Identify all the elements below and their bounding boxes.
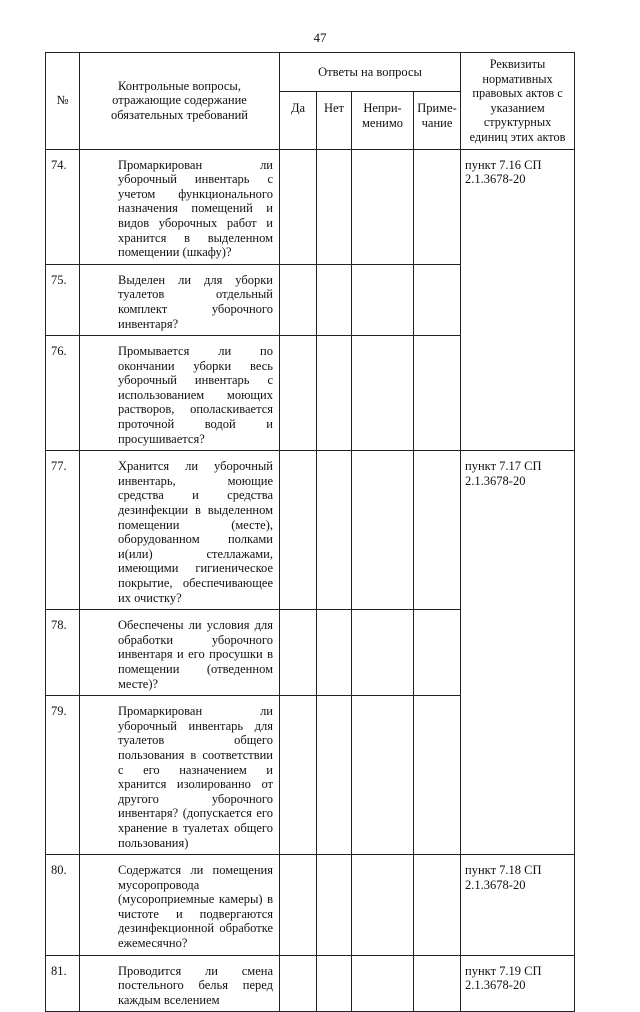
table-row: [46, 955, 575, 1012]
answer-na-cell[interactable]: [352, 264, 414, 335]
answer-yes-cell[interactable]: [280, 264, 317, 335]
row-number: 76.: [46, 336, 80, 451]
row-number: 79.: [46, 696, 80, 855]
answer-no-cell[interactable]: [317, 696, 352, 855]
row-question: Промаркирован ли уборочный инвентарь для туалетов общего пользования в соответствии с его назначением и хранится изолированно от другого уборочного инвентаря? (допускается его хранение в туалетах общего пользования): [80, 696, 280, 855]
answer-yes-cell[interactable]: [280, 451, 317, 610]
answer-note-cell[interactable]: [414, 696, 461, 855]
header-note: Приме-чание: [414, 92, 461, 149]
header-yes: Да: [280, 92, 317, 149]
row-number: 80.: [46, 855, 80, 956]
answer-na-cell[interactable]: [352, 149, 414, 264]
row-question: Хранится ли уборочный инвентарь, моющие средства и средства дезинфекции в выделенном помещении (месте), оборудованном полками и(или) стеллажами, имеющими гигиеническое покрытие, обеспечивающее их очистку?: [80, 451, 280, 610]
row-number: 78.: [46, 610, 80, 696]
answer-na-cell[interactable]: [352, 696, 414, 855]
answer-na-cell[interactable]: [352, 336, 414, 451]
answer-no-cell[interactable]: [317, 610, 352, 696]
answer-note-cell[interactable]: [414, 451, 461, 610]
answer-no-cell[interactable]: [317, 955, 352, 1012]
answer-note-cell[interactable]: [414, 264, 461, 335]
answer-yes-cell[interactable]: [280, 336, 317, 451]
answer-yes-cell[interactable]: [280, 696, 317, 855]
row-number: 75.: [46, 264, 80, 335]
answer-note-cell[interactable]: [414, 955, 461, 1012]
header-not-applicable: Непри-менимо: [352, 92, 414, 149]
answer-note-cell[interactable]: [414, 149, 461, 264]
answer-no-cell[interactable]: [317, 149, 352, 264]
table-row: [46, 149, 575, 264]
answer-yes-cell[interactable]: [280, 610, 317, 696]
reference-cell: пункт 7.17 СП 2.1.3678-20: [461, 451, 575, 855]
row-number: 81.: [46, 955, 80, 1012]
row-number: 74.: [46, 149, 80, 264]
answer-na-cell[interactable]: [352, 610, 414, 696]
row-question: Содержатся ли помещения мусоропровода (мусороприемные камеры) в чистоте и подвергаются дезинфекционной обработке ежемесячно?: [80, 855, 280, 956]
header-requisites: Реквизиты нормативных правовых актов с указанием структурных единиц этих актов: [461, 53, 575, 150]
answer-yes-cell[interactable]: [280, 149, 317, 264]
row-question: Обеспечены ли условия для обработки уборочного инвентаря и его просушки в помещении (отведенном месте)?: [80, 610, 280, 696]
row-number: 77.: [46, 451, 80, 610]
header-no: Нет: [317, 92, 352, 149]
answer-no-cell[interactable]: [317, 336, 352, 451]
answer-note-cell[interactable]: [414, 336, 461, 451]
row-question: Промаркирован ли уборочный инвентарь с учетом функционального назначения помещений и видов уборочных работ и хранится в выделенном помещении (шкафу)?: [80, 149, 280, 264]
header-questions: Контрольные вопросы, отражающие содержание обязательных требований: [80, 53, 280, 150]
table-row: [46, 451, 575, 610]
answer-no-cell[interactable]: [317, 264, 352, 335]
answer-no-cell[interactable]: [317, 451, 352, 610]
answer-na-cell[interactable]: [352, 451, 414, 610]
row-question: Проводится ли смена постельного белья перед каждым вселением: [80, 955, 280, 1012]
checklist-table: [45, 52, 575, 1012]
row-question: Выделен ли для уборки туалетов отдельный комплект уборочного инвентаря?: [80, 264, 280, 335]
header-num: №: [46, 53, 80, 150]
answer-na-cell[interactable]: [352, 955, 414, 1012]
header-answers: Ответы на вопросы: [280, 53, 461, 92]
row-question: Промывается ли по окончании уборки весь уборочный инвентарь с использованием моющих растворов, ополаскивается проточной водой и просушивается?: [80, 336, 280, 451]
reference-cell: пункт 7.18 СП 2.1.3678-20: [461, 855, 575, 956]
reference-cell: пункт 7.16 СП 2.1.3678-20: [461, 149, 575, 451]
reference-cell: пункт 7.19 СП 2.1.3678-20: [461, 955, 575, 1012]
answer-note-cell[interactable]: [414, 610, 461, 696]
page-number: 47: [313, 30, 327, 45]
answer-yes-cell[interactable]: [280, 955, 317, 1012]
